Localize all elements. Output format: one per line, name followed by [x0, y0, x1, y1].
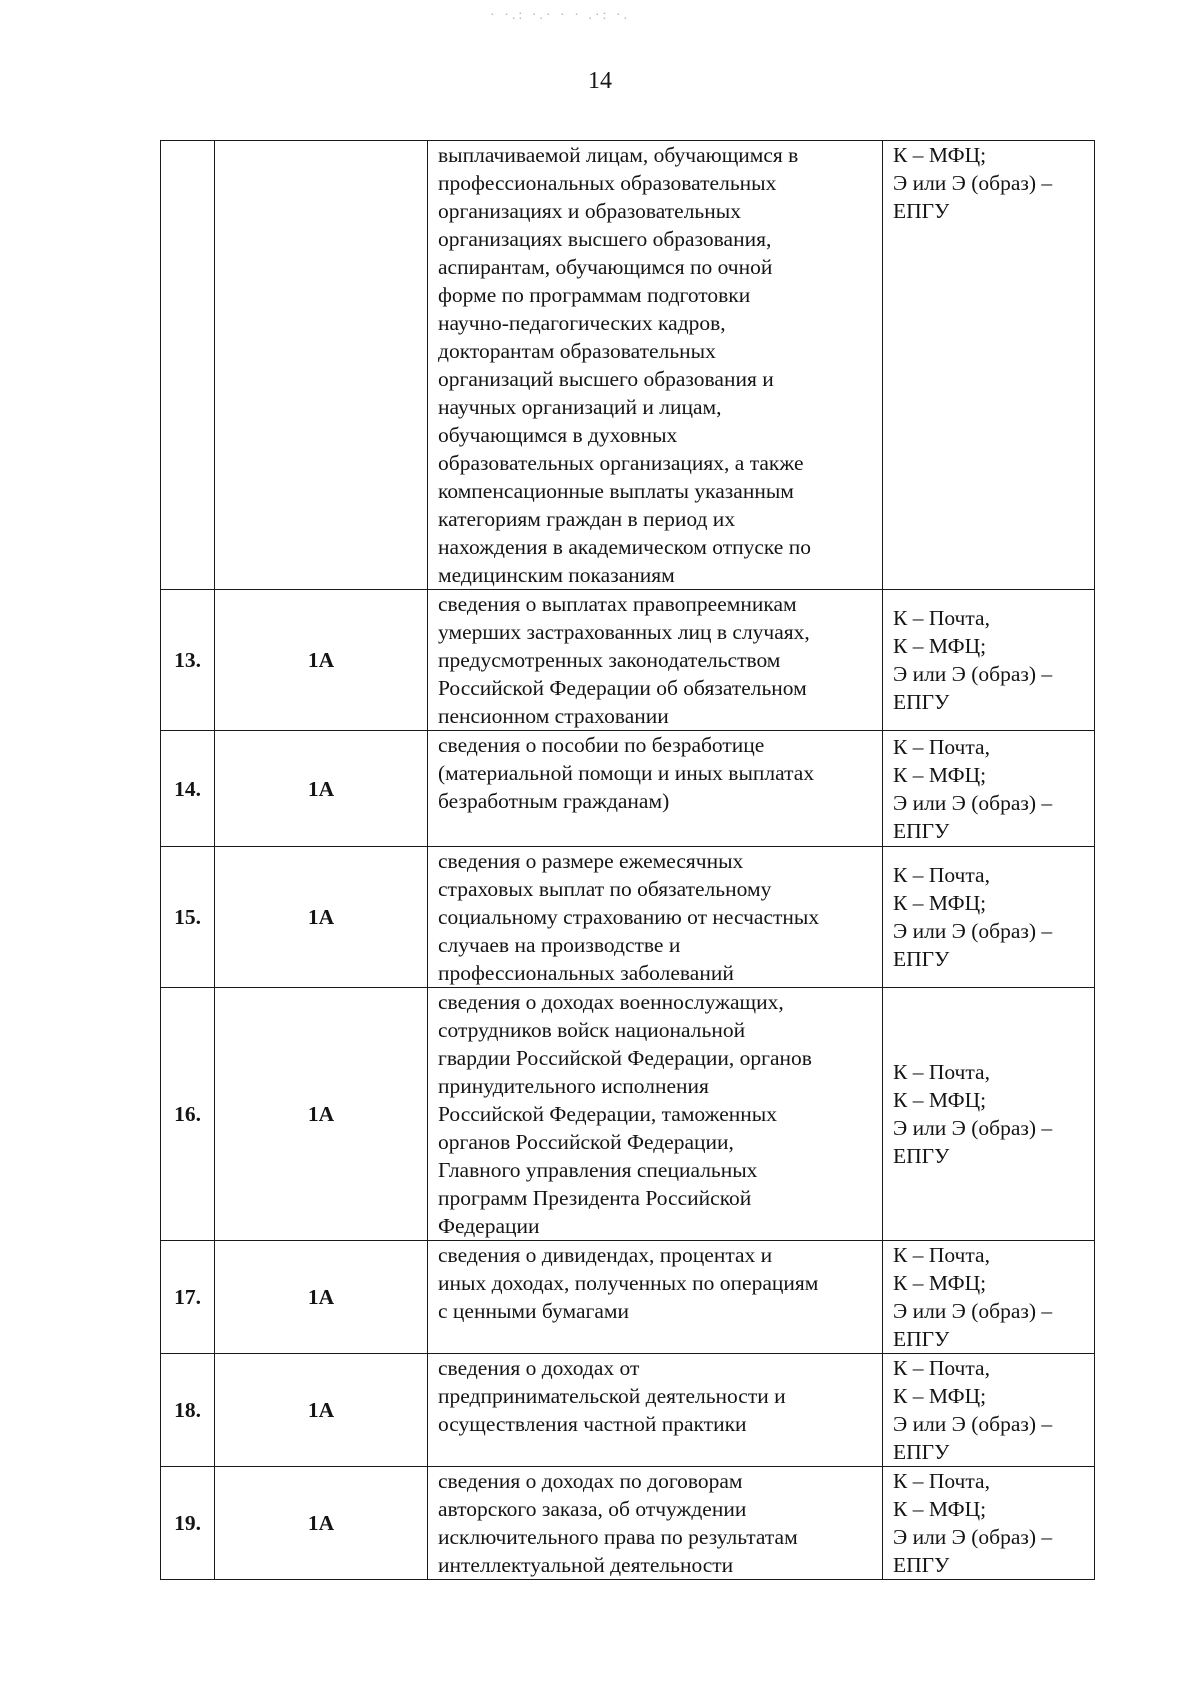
description-line: гвардии Российской Федерации, органов	[438, 1046, 812, 1070]
table-row	[161, 847, 1095, 988]
description-line: предпринимательской деятельности и	[438, 1384, 786, 1408]
description-line: нахождения в академическом отпуске по	[438, 535, 811, 559]
row-description-cell	[428, 141, 883, 590]
method-line: ЕПГУ	[893, 818, 950, 843]
method-line: ЕПГУ	[893, 690, 950, 714]
description-line: (материальной помощи и иных выплатах	[438, 761, 815, 785]
description-line: органов Российской Федерации,	[438, 1130, 734, 1154]
page-number: 14	[588, 68, 612, 94]
row-code-cell: 1А	[215, 1354, 428, 1467]
description-line: научных организаций и лицам,	[438, 395, 722, 419]
method-line: ЕПГУ	[893, 1144, 950, 1168]
method-line: Э или Э (образ) –	[893, 790, 1053, 815]
row-description-cell	[428, 590, 883, 731]
row-method-cell	[883, 141, 1095, 590]
description-line: организациях и образовательных	[438, 199, 741, 223]
row-description-cell	[428, 1241, 883, 1354]
row-method-cell	[883, 731, 1095, 847]
table-row	[161, 988, 1095, 1241]
row-number-cell: 18.	[161, 1354, 215, 1467]
row-description-cell	[428, 847, 883, 988]
row-description-cell	[428, 988, 883, 1241]
method-line: Э или Э (образ) –	[893, 1525, 1053, 1549]
row-number-cell: 13.	[161, 590, 215, 731]
description-line: случаев на производстве и	[438, 933, 681, 957]
description-line: медицинским показаниям	[438, 563, 675, 587]
description-line: умерших застрахованных лиц в случаях,	[438, 620, 810, 644]
method-line: К – Почта,	[893, 1243, 990, 1267]
description-line: форме по программам подготовки	[438, 283, 751, 307]
description-line: безработным гражданам)	[438, 789, 670, 813]
row-code-cell: 1А	[215, 1241, 428, 1354]
method-line: Э или Э (образ) –	[893, 1116, 1053, 1140]
description-line: профессиональных образовательных	[438, 171, 777, 195]
description-line: сведения о пособии по безработице	[438, 733, 765, 757]
row-description-cell	[428, 731, 883, 847]
method-line: Э или Э (образ) –	[893, 1299, 1053, 1323]
method-line: К – Почта,	[893, 863, 990, 887]
description-line: организаций высшего образования и	[438, 367, 774, 391]
method-line: ЕПГУ	[893, 199, 950, 223]
description-line: Российской Федерации об обязательном	[438, 676, 807, 700]
row-code-cell	[215, 141, 428, 590]
row-code-cell: 1А	[215, 590, 428, 731]
row-number-cell: 14.	[161, 731, 215, 847]
row-number-cell	[161, 141, 215, 590]
row-method-cell	[883, 988, 1095, 1241]
row-code-cell: 1А	[215, 731, 428, 847]
row-method-cell	[883, 1354, 1095, 1467]
table-row	[161, 141, 1095, 590]
description-line: социальному страхованию от несчастных	[438, 905, 820, 929]
method-line: К – Почта,	[893, 1356, 990, 1380]
method-line: К – Почта,	[893, 1469, 990, 1493]
row-number-cell: 19.	[161, 1467, 215, 1580]
description-line: обучающимся в духовных	[438, 423, 678, 447]
description-line: Федерации	[438, 1214, 540, 1238]
scan-noise: · ·.: ·.· · · .·: ·.	[490, 8, 631, 23]
description-line: сведения о доходах от	[438, 1356, 640, 1380]
method-line: Э или Э (образ) –	[893, 171, 1053, 195]
method-line: ЕПГУ	[893, 1553, 950, 1577]
description-line: иных доходах, полученных по операциям	[438, 1271, 819, 1295]
description-line: страховых выплат по обязательному	[438, 877, 772, 901]
method-line: К – Почта,	[893, 606, 990, 630]
method-line: Э или Э (образ) –	[893, 1412, 1053, 1436]
row-code-cell: 1А	[215, 988, 428, 1241]
row-description-cell	[428, 1354, 883, 1467]
description-line: Главного управления специальных	[438, 1158, 758, 1182]
row-code-cell: 1А	[215, 1467, 428, 1580]
description-line: сведения о выплатах правопреемникам	[438, 592, 797, 616]
method-line: К – МФЦ;	[893, 1088, 987, 1112]
description-line: принудительного исполнения	[438, 1074, 709, 1098]
description-line: Российской Федерации, таможенных	[438, 1102, 777, 1126]
row-number-cell: 17.	[161, 1241, 215, 1354]
method-line: К – МФЦ;	[893, 1497, 987, 1521]
method-line: Э или Э (образ) –	[893, 919, 1053, 943]
table-row	[161, 590, 1095, 731]
description-line: интеллектуальной деятельности	[438, 1553, 734, 1577]
description-line: образовательных организациях, а также	[438, 451, 804, 475]
description-line: аспирантам, обучающимся по очной	[438, 255, 773, 279]
description-line: компенсационные выплаты указанным	[438, 479, 794, 503]
method-line: Э или Э (образ) –	[893, 662, 1053, 686]
method-line: К – МФЦ;	[893, 634, 987, 658]
row-method-cell	[883, 1241, 1095, 1354]
method-line: ЕПГУ	[893, 1440, 950, 1464]
description-line: сведения о доходах военнослужащих,	[438, 990, 784, 1014]
row-number-cell: 15.	[161, 847, 215, 988]
description-line: сведения о дивидендах, процентах и	[438, 1243, 773, 1267]
method-line: ЕПГУ	[893, 947, 950, 971]
row-method-cell	[883, 1467, 1095, 1580]
method-line: ЕПГУ	[893, 1327, 950, 1351]
description-line: выплачиваемой лицам, обучающимся в	[438, 143, 799, 167]
description-line: научно-педагогических кадров,	[438, 311, 726, 335]
method-line: К – МФЦ;	[893, 762, 987, 787]
row-number-cell: 16.	[161, 988, 215, 1241]
row-method-cell	[883, 847, 1095, 988]
description-line: авторского заказа, об отчуждении	[438, 1497, 747, 1521]
table-row	[161, 1241, 1095, 1354]
table-row	[161, 1467, 1095, 1580]
method-line: К – МФЦ;	[893, 891, 987, 915]
row-description-cell	[428, 1467, 883, 1580]
description-line: категориям граждан в период их	[438, 507, 736, 531]
description-line: докторантам образовательных	[438, 339, 716, 363]
description-line: сведения о размере ежемесячных	[438, 849, 744, 873]
services-table	[160, 140, 1095, 1580]
description-line: профессиональных заболеваний	[438, 961, 734, 985]
description-line: исключительного права по результатам	[438, 1525, 798, 1549]
table-row	[161, 1354, 1095, 1467]
description-line: сведения о доходах по договорам	[438, 1469, 743, 1493]
description-line: сотрудников войск национальной	[438, 1018, 746, 1042]
description-line: пенсионном страховании	[438, 704, 669, 728]
method-line: К – МФЦ;	[893, 1384, 987, 1408]
method-line: К – МФЦ;	[893, 1271, 987, 1295]
row-code-cell: 1А	[215, 847, 428, 988]
description-line: предусмотренных законодательством	[438, 648, 781, 672]
description-line: программ Президента Российской	[438, 1186, 752, 1210]
method-line: К – МФЦ;	[893, 143, 987, 167]
description-line: организациях высшего образования,	[438, 227, 772, 251]
table-row	[161, 731, 1095, 847]
description-line: осуществления частной практики	[438, 1412, 747, 1436]
row-method-cell	[883, 590, 1095, 731]
table-body	[161, 141, 1095, 1580]
description-line: с ценными бумагами	[438, 1299, 629, 1323]
method-line: К – Почта,	[893, 1060, 990, 1084]
method-line: К – Почта,	[893, 734, 990, 759]
